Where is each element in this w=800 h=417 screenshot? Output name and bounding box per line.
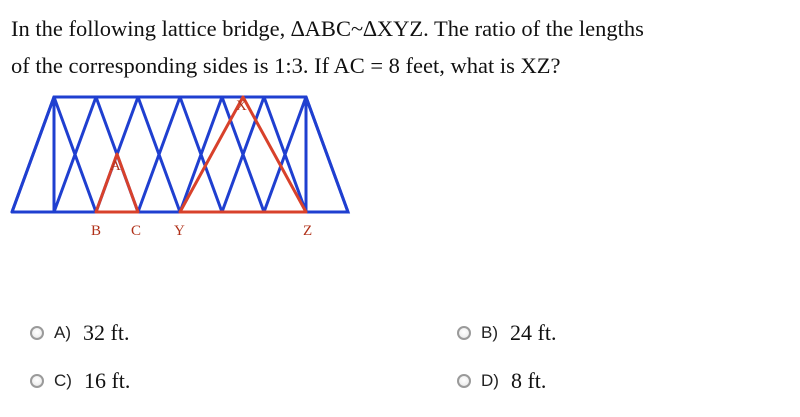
choice-b-letter: B) xyxy=(481,323,498,342)
lattice-bridge-figure xyxy=(0,90,360,250)
choice-a-letter: A) xyxy=(54,323,71,342)
choice-a-text: 32 ft. xyxy=(83,320,130,345)
radio-c[interactable] xyxy=(30,374,44,388)
choice-a[interactable] xyxy=(30,320,129,346)
choice-b-text: 24 ft. xyxy=(510,320,557,345)
label-a: A xyxy=(110,158,121,174)
label-z: Z xyxy=(303,223,313,239)
radio-b[interactable] xyxy=(457,326,471,340)
choice-c-letter: C) xyxy=(54,371,72,390)
question-line-1: In the following lattice bridge, ∆ABC~∆XYZ. The ratio of the lengths xyxy=(11,16,644,41)
choice-d[interactable] xyxy=(457,368,546,394)
choice-d-letter: D) xyxy=(481,371,499,390)
radio-a[interactable] xyxy=(30,326,44,340)
choice-d-text: 8 ft. xyxy=(510,368,547,393)
label-x: X xyxy=(236,98,247,114)
label-y: Y xyxy=(174,223,185,239)
choice-c[interactable] xyxy=(30,368,130,394)
label-c: C xyxy=(131,223,142,239)
question-line-2: of the corresponding sides is 1:3. If AC = 8 feet, what is XZ? xyxy=(11,53,561,78)
choice-c-text: 16 ft. xyxy=(83,368,131,393)
label-b: B xyxy=(91,223,102,239)
question-text xyxy=(11,10,796,84)
choice-b[interactable] xyxy=(457,320,556,346)
radio-d[interactable] xyxy=(457,374,471,388)
